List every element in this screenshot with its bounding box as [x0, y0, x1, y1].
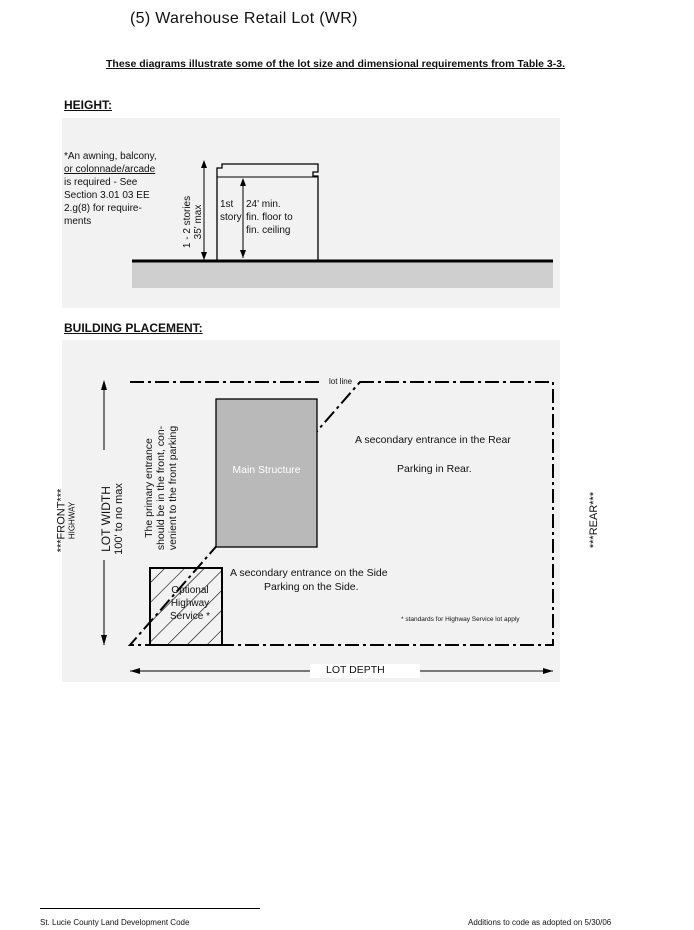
height-heading: HEIGHT:: [64, 98, 112, 112]
awning-note-line: is required - See: [64, 177, 138, 188]
rear-parking-note: Parking in Rear.: [397, 463, 472, 475]
ceiling-label-line: 24' min.: [246, 199, 281, 210]
rear-label-text: ***REAR***: [588, 491, 600, 549]
optional-service-line: Service *: [169, 611, 210, 622]
optional-service-label: [160, 584, 220, 623]
front-label: [46, 470, 86, 570]
optional-service-line: Highway: [170, 598, 210, 609]
arrow-head-right: [543, 668, 553, 674]
awning-note-line: 2.g(8) for require-: [64, 203, 142, 214]
front-sub-text: HIGHWAY: [67, 501, 77, 540]
rear-entrance-note: A secondary entrance in the Rear: [355, 434, 511, 446]
lot-width-sub: 100' to no max: [113, 483, 125, 555]
footer-left: St. Lucie County Land Development Code: [40, 918, 190, 927]
awning-note-line: or colonnade/arcade: [64, 164, 156, 175]
primary-entrance-line: should be in the front, con-: [155, 425, 167, 551]
footnote-rule: [40, 908, 260, 909]
standards-note: * standards for Highway Service lot apply: [401, 616, 520, 623]
footer-right: Additions to code as adopted on 5/30/06: [468, 918, 612, 927]
intro-caption: These diagrams illustrate some of the lot size and dimensional requirements from Table 3-3.: [106, 58, 566, 70]
primary-entrance-line: venient to the front parking: [167, 425, 179, 551]
lot-line-label: lot line: [329, 377, 353, 386]
max-height-line: 35' max: [193, 204, 204, 240]
ceiling-label-line: fin. ceiling: [246, 225, 291, 236]
awning-note-line: ments: [64, 216, 92, 227]
side-parking-note: Parking on the Side.: [264, 581, 359, 593]
page-title: (5) Warehouse Retail Lot (WR): [130, 10, 358, 27]
arrow-head-down: [101, 635, 107, 645]
arrow-head-left: [130, 668, 140, 674]
stories-line: 1 - 2 stories: [182, 195, 193, 249]
primary-entrance-note: [135, 410, 187, 570]
ceiling-label-line: fin. floor to: [246, 212, 293, 223]
main-structure-label: Main Structure: [232, 464, 301, 476]
arrow-head-up: [101, 380, 107, 390]
awning-note-line: Section 3.01 03 EE: [64, 190, 150, 201]
lot-width-text: LOT WIDTH: [99, 486, 113, 552]
primary-entrance-line: The primary entrance: [143, 438, 155, 538]
side-entrance-note: A secondary entrance on the Side: [230, 567, 388, 579]
rear-label: [574, 470, 614, 570]
lot-depth-label: LOT DEPTH: [322, 664, 389, 676]
story-label-line: 1st: [220, 199, 234, 210]
story-label-line: story: [220, 212, 242, 223]
awning-note-line: *An awning, balcony,: [64, 151, 157, 162]
placement-heading: BUILDING PLACEMENT:: [64, 321, 203, 335]
lot-width-label: [92, 458, 132, 578]
front-label-text: ***FRONT***: [55, 488, 68, 553]
optional-service-line: Optional: [171, 585, 209, 596]
